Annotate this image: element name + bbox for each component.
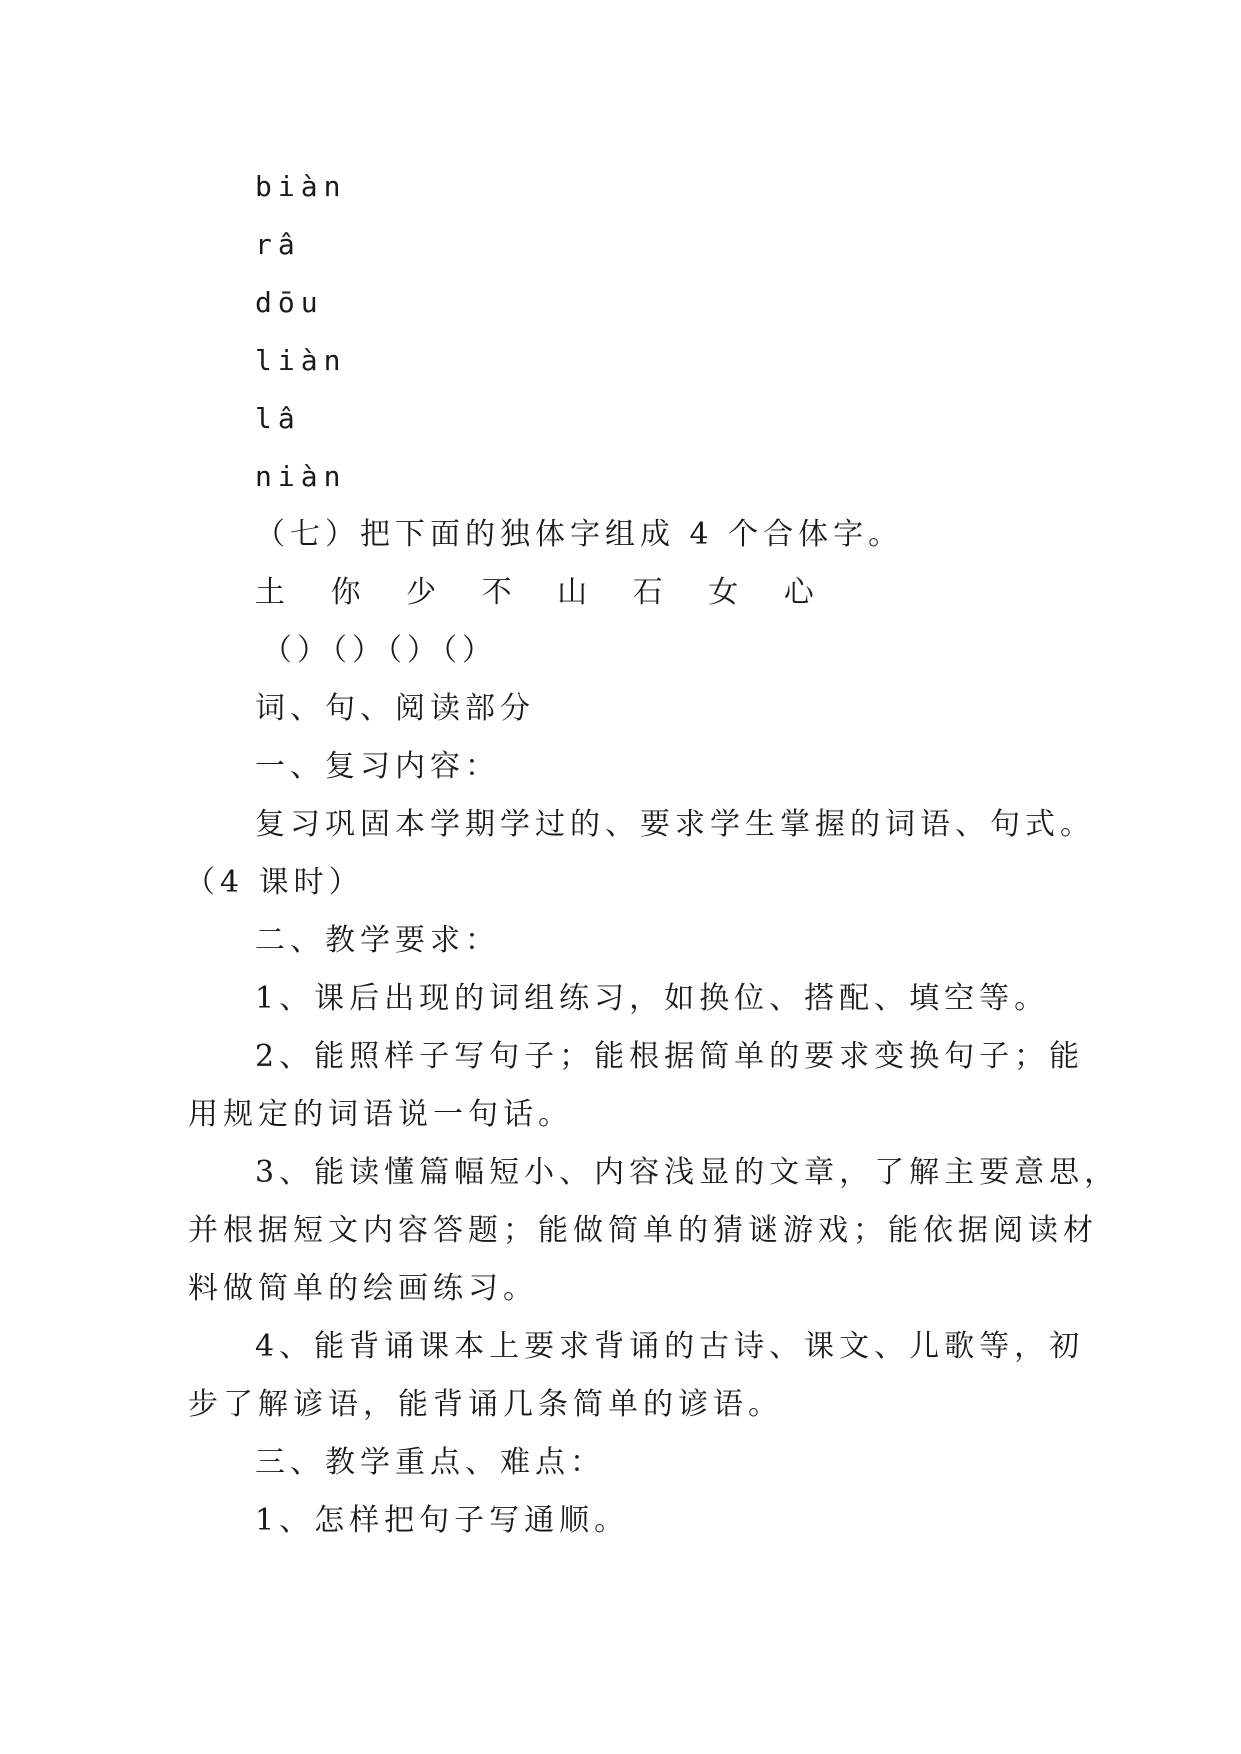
- pinyin-nian: niàn: [255, 460, 347, 493]
- requirement-2-cont: 用规定的词语说一句话。: [188, 1097, 573, 1132]
- heading-teaching-requirements: 二、教学要求：: [255, 923, 500, 958]
- section7-title: （七）把下面的独体字组成 4 个合体字。: [255, 517, 904, 552]
- requirement-3: 3、能读懂篇幅短小、内容浅显的文章，了解主要意思，: [255, 1155, 1120, 1190]
- pinyin-dou: dōu: [255, 286, 324, 319]
- requirement-1: 1、课后出现的词组练习，如换位、搭配、填空等。: [255, 981, 1050, 1016]
- heading-key-difficult-points: 三、教学重点、难点：: [255, 1445, 605, 1480]
- review-paragraph-cont: （4 课时）: [185, 865, 364, 900]
- part-title: 词、句、阅读部分: [255, 691, 535, 726]
- pinyin-lian: liàn: [255, 344, 347, 377]
- heading-review-content: 一、复习内容：: [255, 749, 500, 784]
- pinyin-bian: biàn: [255, 170, 347, 203]
- requirement-4-cont: 步了解谚语，能背诵几条简单的谚语。: [188, 1387, 783, 1422]
- section7-chars: 土 你 少 不 山 石 女 心: [255, 575, 832, 610]
- section7-blanks: （）（）（）（）: [262, 633, 497, 668]
- requirement-3-cont-1: 并根据短文内容答题；能做简单的猜谜游戏；能依据阅读材: [188, 1213, 1098, 1248]
- requirement-4: 4、能背诵课本上要求背诵的古诗、课文、儿歌等，初: [255, 1329, 1085, 1364]
- requirement-3-cont-2: 料做简单的绘画练习。: [188, 1271, 538, 1306]
- requirement-2: 2、能照样子写句子；能根据简单的要求变换句子；能: [255, 1039, 1085, 1074]
- pinyin-ra: râ: [255, 228, 301, 261]
- pinyin-la: lâ: [255, 402, 301, 435]
- review-paragraph: 复习巩固本学期学过的、要求学生掌握的词语、句式。: [255, 807, 1095, 842]
- key-point-1: 1、怎样把句子写通顺。: [255, 1503, 630, 1538]
